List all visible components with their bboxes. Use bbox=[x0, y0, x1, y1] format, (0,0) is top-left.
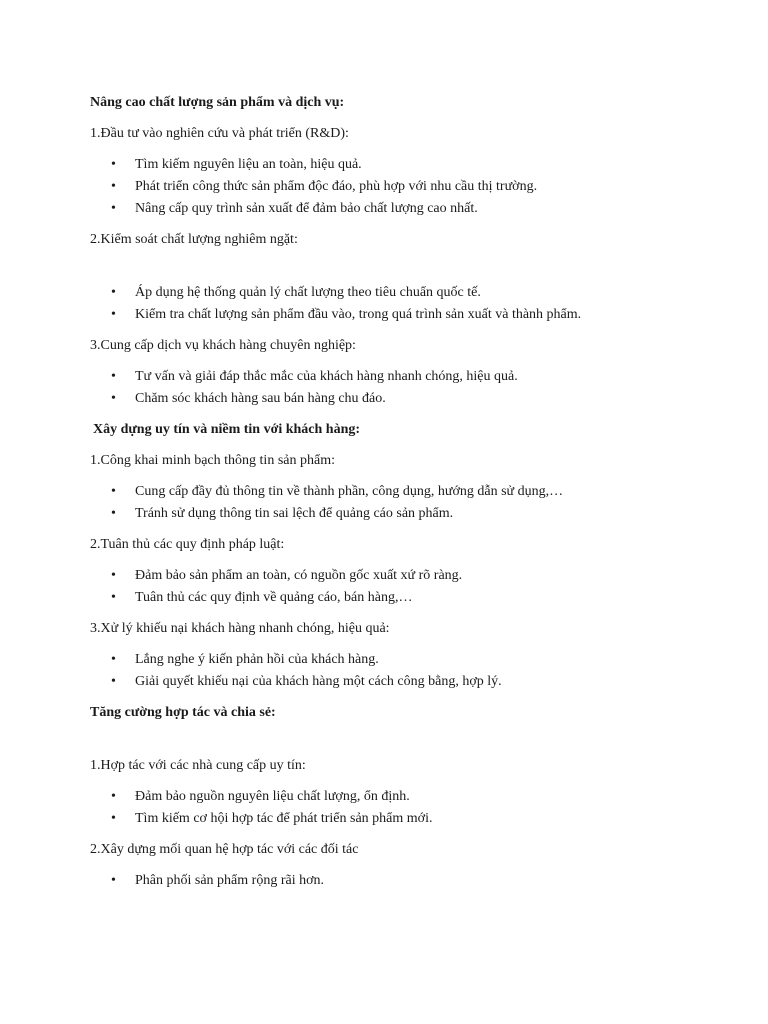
list-item: • Áp dụng hệ thống quản lý chất lượng theo tiêu chuẩn quốc tế. bbox=[90, 282, 730, 304]
list-item: • Tìm kiếm nguyên liệu an toàn, hiệu quả. bbox=[90, 154, 730, 176]
bullet-list bbox=[90, 154, 730, 220]
list-item: • Kiểm tra chất lượng sản phẩm đầu vào, trong quá trình sản xuất và thành phẩm. bbox=[90, 304, 730, 326]
bullet-list bbox=[90, 649, 730, 693]
list-item: • Đảm bảo nguồn nguyên liệu chất lượng, ổn định. bbox=[90, 786, 730, 808]
list-item: • Tuân thủ các quy định về quảng cáo, bán hàng,… bbox=[90, 587, 730, 609]
section-title: Xây dựng uy tín và niềm tin với khách hàng: bbox=[93, 422, 361, 437]
list-item: • Phát triển công thức sản phẩm độc đáo, phù hợp với nhu cầu thị trường. bbox=[90, 176, 730, 198]
list-item: • Tư vấn và giải đáp thắc mắc của khách hàng nhanh chóng, hiệu quả. bbox=[90, 366, 730, 388]
subsection-heading: 2.Kiểm soát chất lượng nghiêm ngặt: bbox=[90, 232, 298, 247]
list-item: • Cung cấp đầy đủ thông tin về thành phần, công dụng, hướng dẫn sử dụng,… bbox=[90, 481, 730, 503]
list-item: • Lắng nghe ý kiến phản hồi của khách hàng. bbox=[90, 649, 730, 671]
bullet-list bbox=[90, 282, 730, 326]
list-item: • Giải quyết khiếu nại của khách hàng một cách công bằng, hợp lý. bbox=[90, 671, 730, 693]
list-item: • Tránh sử dụng thông tin sai lệch để quảng cáo sản phẩm. bbox=[90, 503, 730, 525]
subsection-heading: 2.Tuân thủ các quy định pháp luật: bbox=[90, 537, 285, 552]
list-item: • Chăm sóc khách hàng sau bán hàng chu đáo. bbox=[90, 388, 730, 410]
bullet-list bbox=[90, 366, 730, 410]
subsection-heading: 2.Xây dựng mối quan hệ hợp tác với các đối tác bbox=[90, 842, 359, 857]
list-item: • Tìm kiếm cơ hội hợp tác để phát triển sản phẩm mới. bbox=[90, 808, 730, 830]
subsection-heading: 3.Xử lý khiếu nại khách hàng nhanh chóng, hiệu quả: bbox=[90, 621, 390, 636]
subsection-heading: 1.Đầu tư vào nghiên cứu và phát triển (R&D): bbox=[90, 126, 349, 141]
bullet-list bbox=[90, 565, 730, 609]
bullet-list bbox=[90, 870, 730, 892]
subsection-heading: 1.Công khai minh bạch thông tin sản phẩm: bbox=[90, 453, 335, 468]
list-item: • Đảm bảo sản phẩm an toàn, có nguồn gốc xuất xứ rõ ràng. bbox=[90, 565, 730, 587]
subsection-heading: 1.Hợp tác với các nhà cung cấp uy tín: bbox=[90, 758, 306, 773]
subsection-heading: 3.Cung cấp dịch vụ khách hàng chuyên nghiệp: bbox=[90, 338, 356, 353]
bullet-list bbox=[90, 786, 730, 830]
section-title: Nâng cao chất lượng sản phẩm và dịch vụ: bbox=[90, 95, 345, 110]
document-page bbox=[90, 92, 730, 892]
list-item: • Phân phối sản phẩm rộng rãi hơn. bbox=[90, 870, 730, 892]
list-item: • Nâng cấp quy trình sản xuất để đảm bảo chất lượng cao nhất. bbox=[90, 198, 730, 220]
bullet-list bbox=[90, 481, 730, 525]
section-title: Tăng cường hợp tác và chia sẻ: bbox=[90, 705, 276, 720]
